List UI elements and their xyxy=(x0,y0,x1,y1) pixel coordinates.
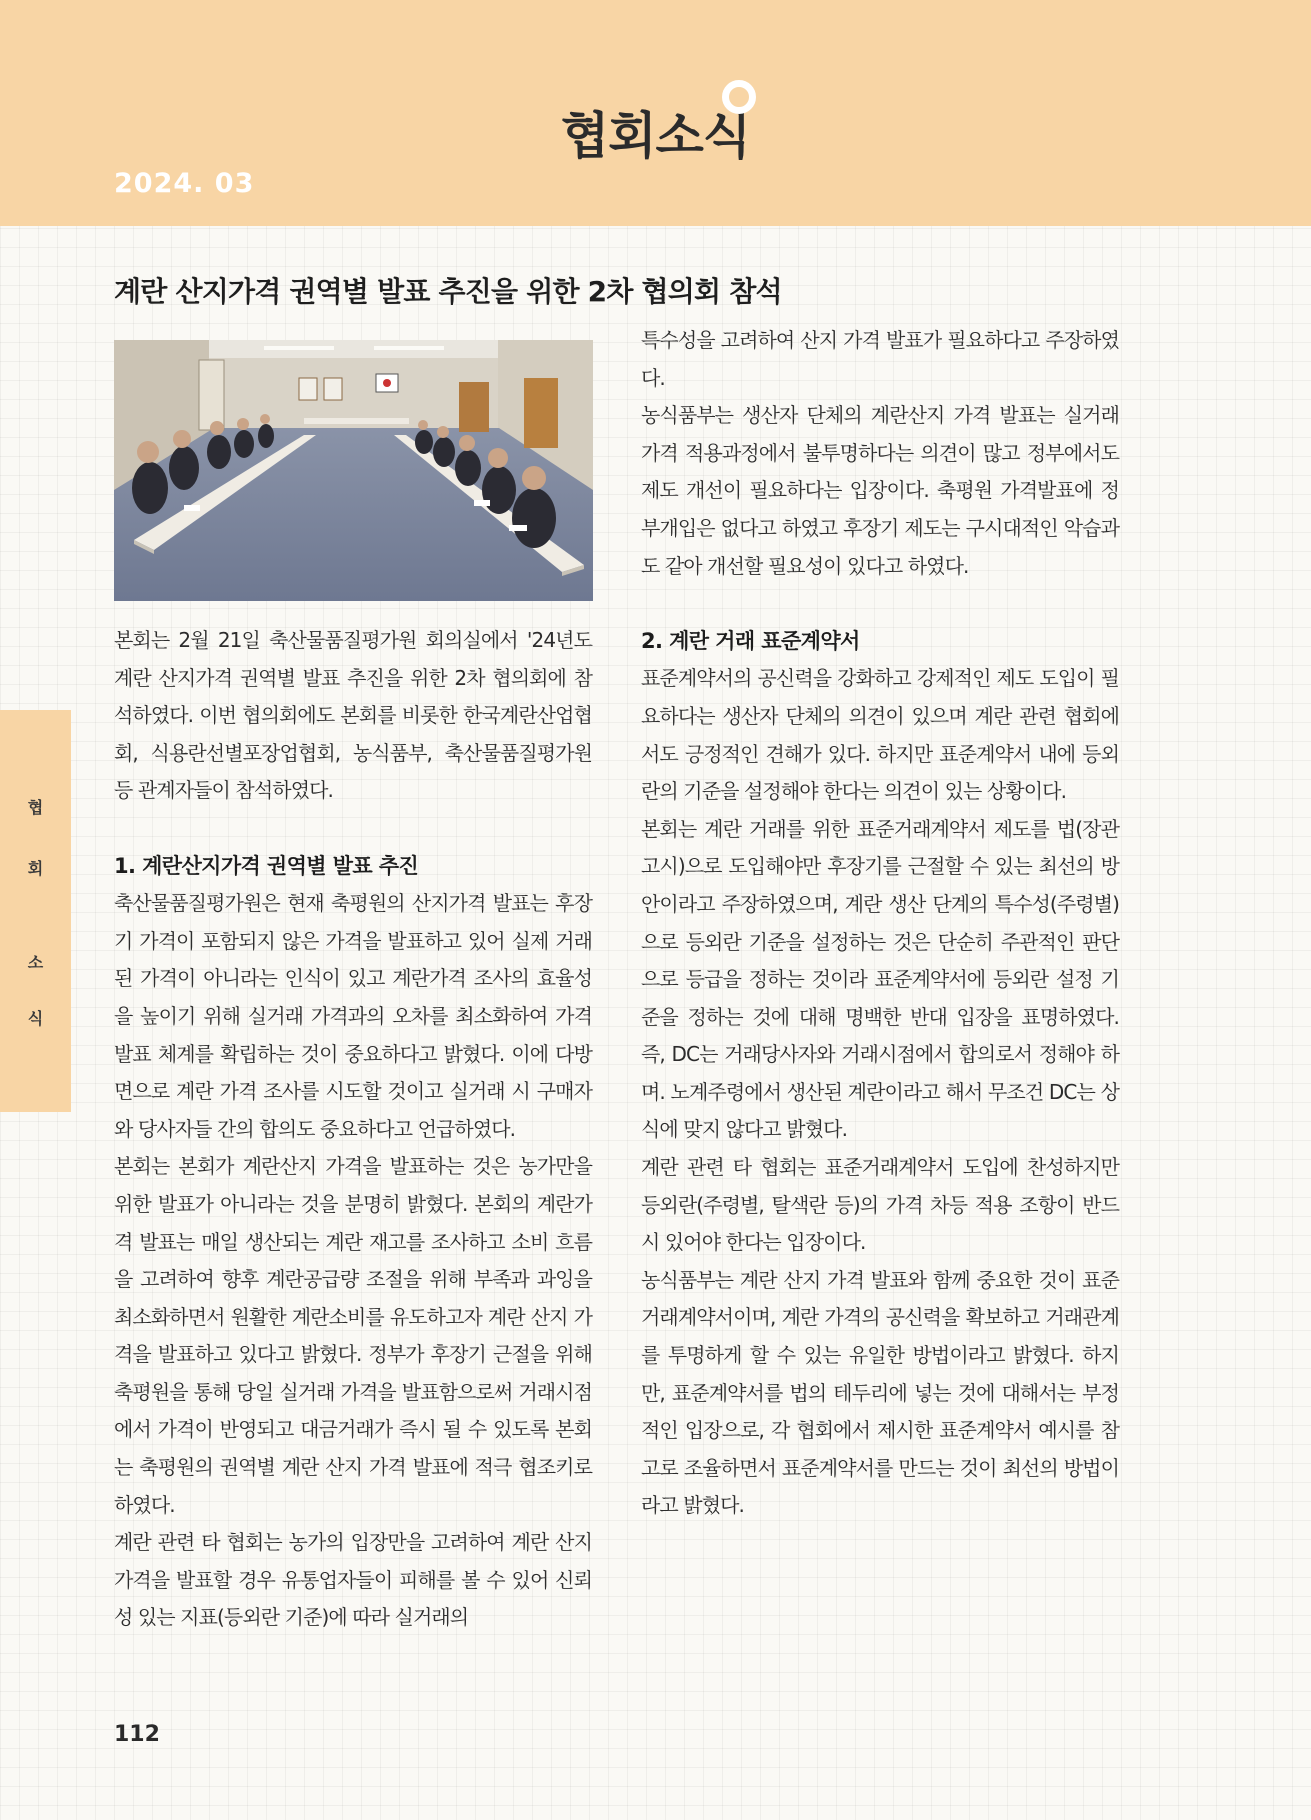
body-paragraph: 계란 관련 타 협회는 표준거래계약서 도입에 찬성하지만 등외란(주령별, 탈색란 등)의 가격 차등 적용 조항이 반드시 있어야 한다는 입장이다. xyxy=(641,1155,1119,1255)
side-tab-char: 협 xyxy=(27,798,44,817)
paragraph-gap xyxy=(641,585,1119,623)
issue-date: 2024. 03 xyxy=(114,168,255,199)
intro-paragraph: 본회는 2월 21일 축산물품질평가원 회의실에서 '24년도 계란 산지가격 권역별 발표 추진을 위한 2차 협의회에 참석하였다. 이번 협의회에도 본회를 비롯한 한국계란산업협회, 식용란선별포장업협회, 농식품부, 축산물품질평가원 등 관계자들이 참석하였다. xyxy=(114,628,592,803)
body-paragraph: 본회는 계란 거래를 위한 표준거래계약서 제도를 법(장관고시)으로 도입해야만 후장기를 근절할 수 있는 최선의 방안이라고 주장하였으며, 계란 생산 단계의 특수성(주령별)으로 등외란 기준을 설정하는 것은 단순히 주관적인 판단으로 등급을 정하는 것이라 표준계약서에 등외란 설정 기준을 정하는 것에 대해 명백한 반대 입장을 표명하였다. 즉, DC는 거래당사자와 거래시점에서 합의로서 정해야 하며. 노계주령에서 생산된 계란이라고 해서 무조건 DC는 상식에 맞지 않다고 밝혔다. xyxy=(641,816,1119,1142)
body-paragraph: 계란 관련 타 협회는 농가의 입장만을 고려하여 계란 산지 가격을 발표할 경우 유통업자들이 피해를 볼 수 있어 신뢰성 있는 지표(등외란 기준)에 따라 실거래의 xyxy=(114,1530,592,1630)
section-title: 협회소식 xyxy=(560,107,751,165)
section-heading-2: 2. 계란 거래 표준계약서 xyxy=(641,628,860,653)
meeting-room-photo-icon xyxy=(114,340,593,601)
meeting-photo xyxy=(114,340,593,601)
side-tab-char: 회 xyxy=(27,859,44,878)
page-number: 112 xyxy=(114,1722,160,1747)
body-paragraph: 본회는 본회가 계란산지 가격을 발표하는 것은 농가만을 위한 발표가 아니라는 것을 분명히 밝혔다. 본회의 계란가격 발표는 매일 생산되는 계란 재고를 조사하고 소비 흐름을 고려하여 향후 계란공급량 조절을 위해 부족과 과잉을 최소화하면서 원활한 계란소비를 유도하고자 계란 산지 가격을 발표하고 있다고 밝혔다. 정부가 후장기 근절을 위해 축평원을 통해 당일 실거래 가격을 발표함으로써 거래시점에서 가격이 반영되고 대금거래가 즉시 될 수 있도록 본회는 축평원의 권역별 계란 산지 가격 발표에 적극 협조키로 하였다. xyxy=(114,1154,592,1517)
circle-icon xyxy=(722,80,756,114)
body-paragraph: 농식품부는 계란 산지 가격 발표와 함께 중요한 것이 표준거래계약서이며, 계란 가격의 공신력을 확보하고 거래관계를 투명하게 할 수 있는 유일한 방법이라고 밝혔다. 하지만, 표준계약서를 법의 테두리에 넣는 것에 대해서는 부정적인 입장으로, 각 협회에서 제시한 표준계약서 예시를 참고로 조율하면서 표준계약서를 만드는 것이 최선의 방법이라고 밝혔다. xyxy=(641,1267,1119,1518)
section-heading-1: 1. 계란산지가격 권역별 발표 추진 xyxy=(114,853,419,878)
body-paragraph: 특수성을 고려하여 산지 가격 발표가 필요하다고 주장하였다. xyxy=(641,328,1119,390)
body-paragraph: 농식품부는 생산자 단체의 계란산지 가격 발표는 실거래 가격 적용과정에서 불투명하다는 의견이 많고 정부에서도 제도 개선이 필요하다는 입장이다. 축평원 가격발표에 정부개입은 없다고 하였고 후장기 제도는 구시대적인 악습과도 같아 개선할 필요성이 있다고 하였다. xyxy=(641,403,1119,578)
right-column xyxy=(641,322,1119,1525)
body-paragraph: 표준계약서의 공신력을 강화하고 강제적인 제도 도입이 필요하다는 생산자 단체의 의견이 있으며 계란 관련 협회에서도 긍정적인 견해가 있다. 하지만 표준계약서 내에 등외란의 기준을 설정해야 한다는 의견이 있는 상황이다. xyxy=(641,666,1119,804)
side-section-tab xyxy=(0,710,71,1112)
side-tab-char: 식 xyxy=(27,1009,44,1028)
article-title: 계란 산지가격 권역별 발표 추진을 위한 2차 협의회 참석 xyxy=(114,275,782,308)
side-tab-char: 소 xyxy=(27,953,44,972)
paragraph-gap xyxy=(114,810,592,848)
left-column xyxy=(114,622,592,1637)
body-paragraph: 축산물품질평가원은 현재 축평원의 산지가격 발표는 후장기 가격이 포함되지 않은 가격을 발표하고 있어 실제 거래된 가격이 아니라는 인식이 있고 계란가격 조사의 효율성을 높이기 위해 실거래 가격과의 오차를 최소화하여 가격발표 체계를 확립하는 것이 중요하다고 밝혔다. 이에 다방면으로 계란 가격 조사를 시도할 것이고 실거래 시 구매자와 당사자들 간의 합의도 중요하다고 언급하였다. xyxy=(114,891,592,1141)
